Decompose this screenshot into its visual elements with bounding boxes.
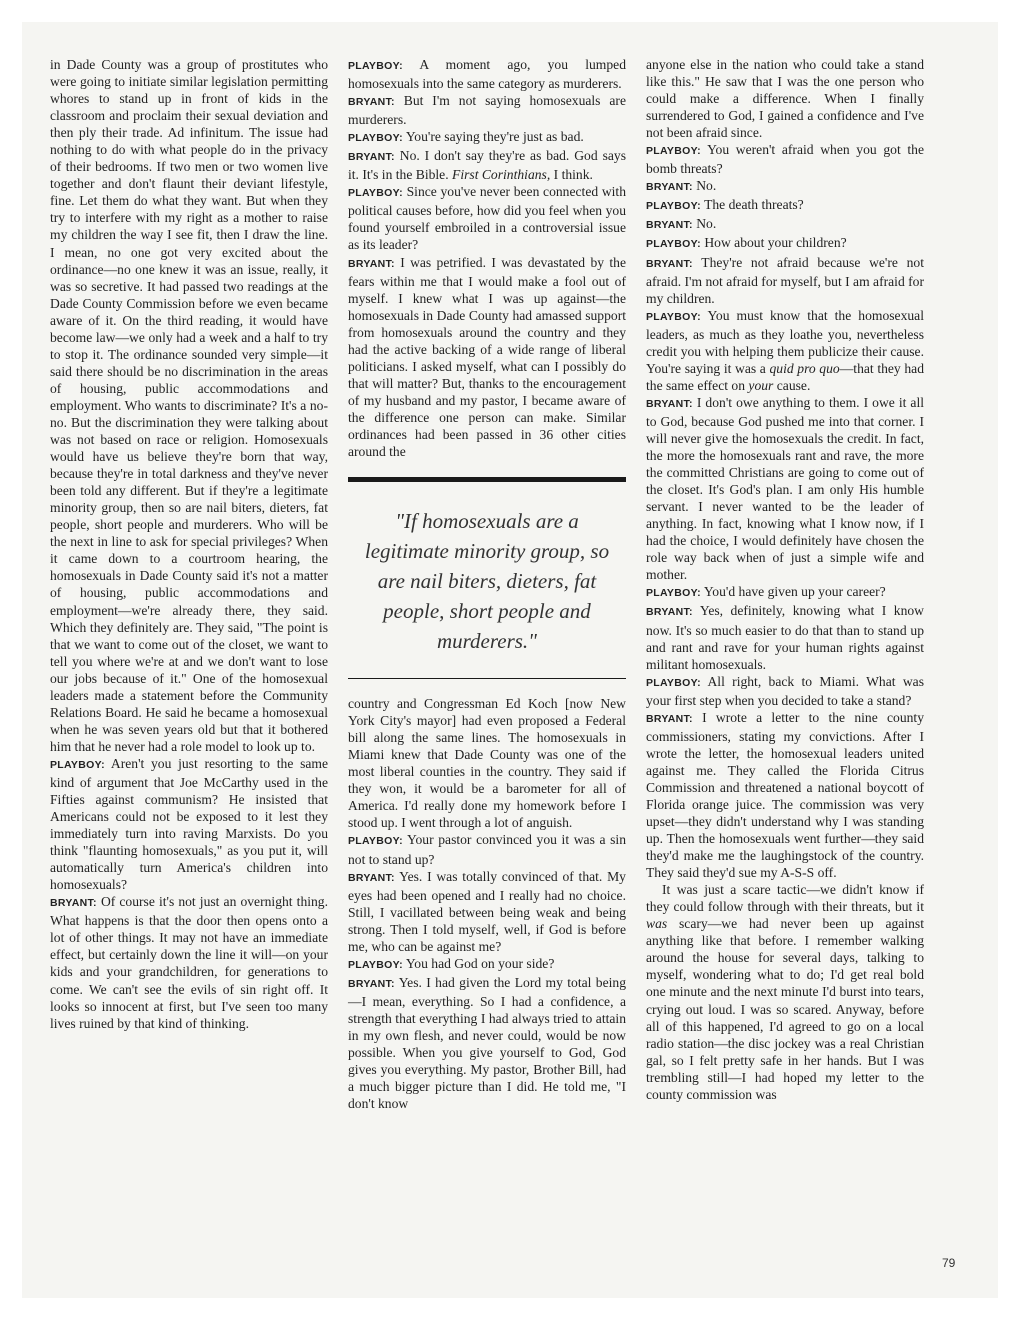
paragraph: PLAYBOY: The death threats? bbox=[646, 197, 804, 213]
paragraph: PLAYBOY: You're saying they're just as bad. bbox=[348, 129, 584, 145]
paragraph: anyone else in the nation who could take a stand like this." He saw that I was the one person who could make a difference. When I finally surrendered to God, I gained a confidence and I've not been afraid since. bbox=[646, 57, 924, 141]
pull-quote: "If homosexuals are a legitimate minority group, so are nail biters, dieters, fat people, short people and murderers." bbox=[348, 477, 626, 679]
paragraph: It was just a scare tactic—we didn't know if they could follow through with their threats, but it was scary—we had never been up against anything like that before. I remember walking around the house for several days, talking to myself, wondering what to do; I'd get real bold one minute and the next minute I'd burst into tears, crying out loud. I was so scared. Anyway, before all of this happened, I'd agreed to go on a local radio station—the disc jockey was a real Christian gal, so I felt pretty safe in her hands. But I was trembling still—I had hoped my letter to the county commission was bbox=[646, 882, 924, 1102]
speaker-label: PLAYBOY: bbox=[50, 758, 105, 771]
paragraph: in Dade County was a group of prostitutes who were going to initiate similar legislation permitting whores to stand up in front of kids in the classroom and proclaim their sexual deviation and then ply their trade. Ad infinitum. The issue had nothing to do with what people do in the privacy of their bedrooms. If two men or two women live together and don't flaunt their deviant lifestyle, fine. Let them do what they want. But when they try to interfere with my right as a mother to raise my children the way I see fit, then I draw the line. I mean, no one got very excited about the ordinance—no one knew it was an issue, really, it was so secretive. It had passed two readings at the Dade County Commission before we even became aware of it. On the third reading, it would have become law—we only had a week and a half to try to stop it. The ordinance sounded very simple—it said there should be no discrimination in the areas of housing, public accommodations and employment. Who wants to discriminate? It's a no-no. But the discrimination they were talking about was not based on race or religion. Homosexuals would have us believe they're born that way, because they're in total darkness and they've never been told any different. But if they're a legitimate minority group, then so are nail biters, dieters, fat people, short people and murderers. Who will be the next in line to ask for special privileges? When it came down to a courtroom hearing, the homosexuals in Dade County said it's not a matter of housing, public accommodations and employment—we're already there, they said. Which they definitely are. They said, "The point is that we want to come out of the closet, we want to tell you where we're at and we don't want to lose our jobs because of it." One of the homosexual leaders made a statement before the Community Relations Board. He said he became a homosexual when he was seven years old but that it bothered him that he never had a role model to look up to. bbox=[50, 57, 328, 754]
text-column-2 bbox=[348, 56, 626, 1112]
paragraph: PLAYBOY: Aren't you just resorting to the same kind of argument that Joe McCarthy used in the Fifties against communism? He insisted that Americans could not be exposed to it lest they immediately turn into raving Marxists. Do you think "flaunting homosexuals," as you put it, will automatically turn America's children into homosexuals? bbox=[50, 755, 328, 893]
paragraph: PLAYBOY: Since you've never been connected with political causes before, how did you feel when you found yourself embroiled in a controversial issue as its leader? bbox=[348, 184, 626, 253]
speaker-label: BRYANT: bbox=[646, 606, 693, 619]
speaker-label: BRYANT: bbox=[646, 181, 693, 194]
paragraph: PLAYBOY: You had God on your side? bbox=[348, 955, 555, 971]
speaker-label: BRYANT: bbox=[646, 712, 693, 725]
text-column-3 bbox=[646, 56, 924, 1103]
paragraph: BRYANT: I was petrified. I was devastated by the fears within me that I would make a fool out of myself. I knew what I was up against—the homosexuals in Dade County had amassed support from homosexuals around the country and they had the active backing of a wide range of liberal politicians. I asked myself, what can I possibly do that will matter? But, thanks to the encouragement of my husband and my pastor, I became aware of the difference one person can make. Similar ordinances had been passed in 36 other cities around the bbox=[348, 254, 626, 460]
paragraph: BRYANT: Of course it's not just an overnight thing. What happens is that the door then opens onto a lot of other things. It may not have an immediate effect, but certainly down the line it will—on your kids and your grandchildren, for generations to come. We can't see the evils of sin right off. It looks so innocent at first, but I've seen too many lives ruined by that kind of thinking. bbox=[50, 894, 329, 1031]
speaker-label: PLAYBOY: bbox=[348, 835, 403, 848]
speaker-label: PLAYBOY: bbox=[348, 187, 403, 200]
paragraph: BRYANT: No. bbox=[646, 216, 717, 232]
speaker-label: BRYANT: bbox=[646, 219, 693, 232]
paragraph: PLAYBOY: You must know that the homosexual leaders, as much as they loathe you, nevertheless credit you with helping them publicize their cause. You're saying it was a quid pro quo—that they had the same effect on your cause. bbox=[646, 307, 924, 393]
speaker-label: BRYANT: bbox=[348, 257, 395, 270]
paragraph: BRYANT: No. I don't say they're as bad. God says it. It's in the Bible. First Corinthians, I think. bbox=[348, 148, 626, 183]
speaker-label: PLAYBOY: bbox=[348, 958, 403, 971]
paragraph: BRYANT: I don't owe anything to them. I owe it all to God, because God pushed me into that corner. I will never give the homosexuals the credit. In fact, the more the homosexuals rant and rave, the more the committed Christians are going to come out of the closet. It's God's plan. I am only His humble servant. I never wanted to be the leader of anything. In fact, knowing what I know now, if I had the choice, I would definitely have chosen the role way back when of just a simple wife and mother. bbox=[646, 394, 925, 583]
paragraph: BRYANT: Yes. I had given the Lord my total being—I mean, everything. So I had a confidence, a strength that everything I had always tried to attain in my own flesh, and never could, would be now possible. When you give yourself to God, God gives you everything. My pastor, Brother Bill, had a much bigger picture than I did. He told me, "I don't know bbox=[348, 974, 626, 1112]
speaker-label: PLAYBOY: bbox=[646, 587, 701, 600]
speaker-label: BRYANT: bbox=[348, 151, 395, 164]
paragraph: BRYANT: Yes. I was totally convinced of that. My eyes had been opened and I really had no choice. Still, I vacillated between being weak and being strong. Then I told myself, well, if God is before me, who can be against me? bbox=[348, 868, 626, 954]
paragraph: BRYANT: I wrote a letter to the nine county commissioners, stating my convictions. After I wrote the letter, the homosexual leaders united against me. They called the Florida Citrus Commission and threatened a national boycott of Florida orange juice. The commission was very upset—they didn't understand why I was standing up. Then the homosexuals went further—they said they'd make me the laughingstock of the country. They said they'd sue my A-S-S off. bbox=[646, 709, 925, 881]
paragraph: PLAYBOY: Your pastor convinced you it was a sin not to stand up? bbox=[348, 832, 626, 867]
speaker-label: BRYANT: bbox=[348, 871, 395, 884]
paragraph: PLAYBOY: How about your children? bbox=[646, 235, 847, 251]
paragraph: PLAYBOY: You'd have given up your career? bbox=[646, 584, 886, 600]
speaker-label: BRYANT: bbox=[646, 397, 693, 410]
speaker-label: PLAYBOY: bbox=[646, 145, 701, 158]
paragraph: country and Congressman Ed Koch [now New York City's mayor] had even proposed a Federal bill along the same lines. The homosexuals in Miami knew that Dade County was one of the most liberal counties in the country. They said if they won, it would be a barometer for all of America. I'd really done my homework before I stood up. I went through a lot of anguish. bbox=[348, 696, 626, 831]
speaker-label: PLAYBOY: bbox=[646, 200, 701, 213]
paragraph: BRYANT: Yes, definitely, knowing what I know now. It's so much easier to do that than to stand up and rant and rave for your human rights against militant homosexuals. bbox=[646, 603, 924, 672]
speaker-label: PLAYBOY: bbox=[646, 310, 701, 323]
text-column-1 bbox=[50, 56, 328, 1032]
paragraph: PLAYBOY: You weren't afraid when you got the bomb threats? bbox=[646, 142, 924, 177]
speaker-label: BRYANT: bbox=[646, 257, 693, 270]
speaker-label: BRYANT: bbox=[50, 897, 97, 910]
page-number: 79 bbox=[942, 1256, 956, 1270]
paragraph: BRYANT: But I'm not saying homosexuals are murderers. bbox=[348, 93, 626, 128]
paragraph: BRYANT: They're not afraid because we're not afraid. I'm not afraid for myself, but I am afraid for my children. bbox=[646, 254, 924, 306]
speaker-label: PLAYBOY: bbox=[646, 238, 701, 251]
speaker-label: PLAYBOY: bbox=[348, 60, 403, 72]
speaker-label: PLAYBOY: bbox=[348, 132, 403, 145]
speaker-label: BRYANT: bbox=[348, 977, 395, 990]
speaker-label: BRYANT: bbox=[348, 96, 395, 109]
paragraph: PLAYBOY: A moment ago, you lumped homosexuals into the same category as murderers. bbox=[348, 57, 626, 92]
magazine-page bbox=[22, 22, 998, 1298]
speaker-label: PLAYBOY: bbox=[646, 676, 701, 689]
paragraph: PLAYBOY: All right, back to Miami. What was your first step when you decided to take a stand? bbox=[646, 673, 924, 708]
paragraph: BRYANT: No. bbox=[646, 178, 717, 194]
